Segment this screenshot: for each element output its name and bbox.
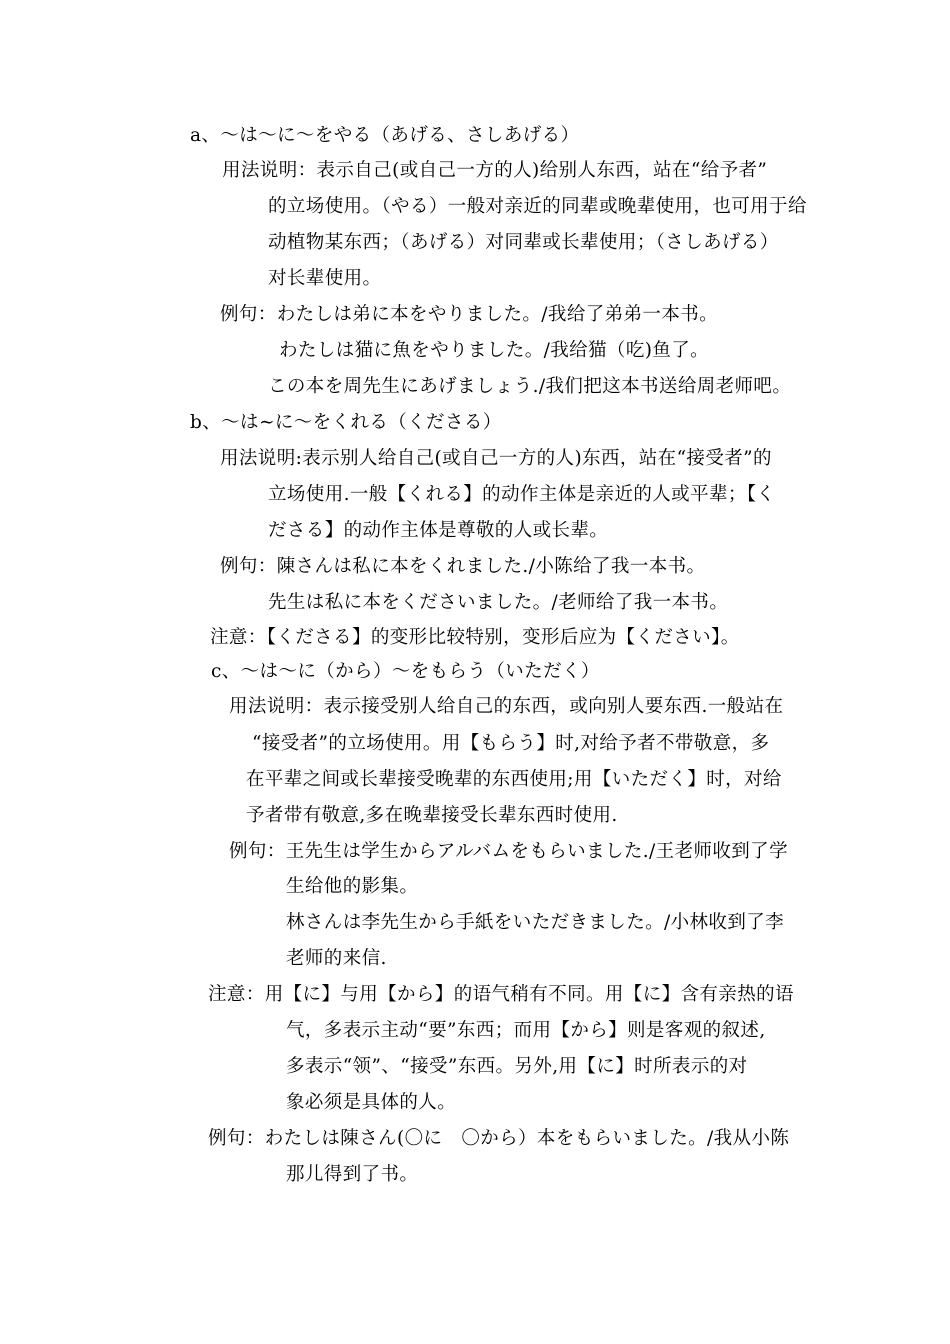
- section-b-note: 注意：【くださる】的变形比较特别，变形后应为【ください】。: [210, 627, 740, 648]
- section-b-usage-line-1: 用法说明:表示别人给自己(或自己一方的人)东西，站在“接受者”的: [220, 448, 772, 469]
- section-b-example-1: 例句：陳さんは私に本をくれました./小陈给了我一本书。: [220, 556, 706, 577]
- section-a-example-2: わたしは猫に魚をやりました。/我给猫（吃)鱼了。: [279, 340, 710, 361]
- section-c-note-line-2: 气，多表示主动“要”东西；而用【から】则是客观的叙述,: [286, 1020, 766, 1041]
- section-a-usage-line-4: 对长辈使用。: [268, 268, 382, 289]
- section-a-example-3: この本を周先生にあげましょう./我们把这本书送给周老师吧。: [268, 376, 792, 397]
- section-c-example-1: 例句：王先生は学生からアルバムをもらいました./王老师收到了学: [229, 841, 788, 862]
- section-a-heading: a、～は～に～をやる（あげる、さしあげる）: [190, 125, 580, 146]
- section-b-usage-line-3: ださる】的动作主体是尊敬的人或长辈。: [268, 520, 609, 541]
- section-a-example-1: 例句：わたしは弟に本をやりました。/我给了弟弟一本书。: [220, 304, 719, 325]
- section-a-usage-line-3: 动植物某东西；（あげる）对同辈或长辈使用；（さしあげる）: [268, 232, 779, 253]
- section-c-example-2-cont: 老师的来信.: [286, 948, 387, 969]
- section-b-usage-line-2: 立场使用.一般【くれる】的动作主体是亲近的人或平辈；【く: [268, 484, 776, 505]
- section-b-example-2: 先生は私に本をくださいました。/老师给了我一本书。: [268, 592, 729, 613]
- section-c-final-example-line-2: 那儿得到了书。: [286, 1164, 419, 1185]
- section-c-usage-line-2: “接受者”的立场使用。用【もらう】时,对给予者不带敬意，多: [252, 733, 770, 754]
- section-c-note-line-1: 注意：用【に】与用【から】的语气稍有不同。用【に】含有亲热的语: [208, 984, 794, 1005]
- section-c-usage-line-3: 在平辈之间或长辈接受晚辈的东西使用;用【いただく】时，对给: [246, 769, 782, 790]
- section-b-heading: b、～は∼に～をくれる（くださる）: [190, 412, 502, 433]
- section-c-note-line-3: 多表示“领”、“接受”东西。另外,用【に】时所表示的对: [286, 1056, 748, 1077]
- section-c-example-2: 林さんは李先生から手紙をいただきました。/小林收到了李: [286, 912, 785, 933]
- section-c-heading: c、～は～に（から）～をもらう（いただく）: [211, 661, 600, 682]
- section-c-note-line-4: 象必须是具体的人。: [286, 1092, 457, 1113]
- section-c-usage-line-1: 用法说明：表示接受别人给自己的东西，或向别人要东西.一般站在: [229, 696, 784, 717]
- section-c-example-1-cont: 生给他的影集。: [286, 876, 419, 897]
- section-a-usage-line-1: 用法说明：表示自己(或自己一方的人)给别人东西，站在“给予者”: [222, 160, 768, 181]
- section-a-usage-line-2: 的立场使用。（やる）一般对亲近的同辈或晚辈使用，也可用于给: [268, 196, 807, 217]
- section-c-usage-line-4: 予者带有敬意,多在晚辈接受长辈东西时使用.: [246, 805, 618, 826]
- section-c-final-example-line-1: 例句：わたしは陳さん(〇に 〇から）本をもらいました。/我从小陈: [208, 1128, 790, 1149]
